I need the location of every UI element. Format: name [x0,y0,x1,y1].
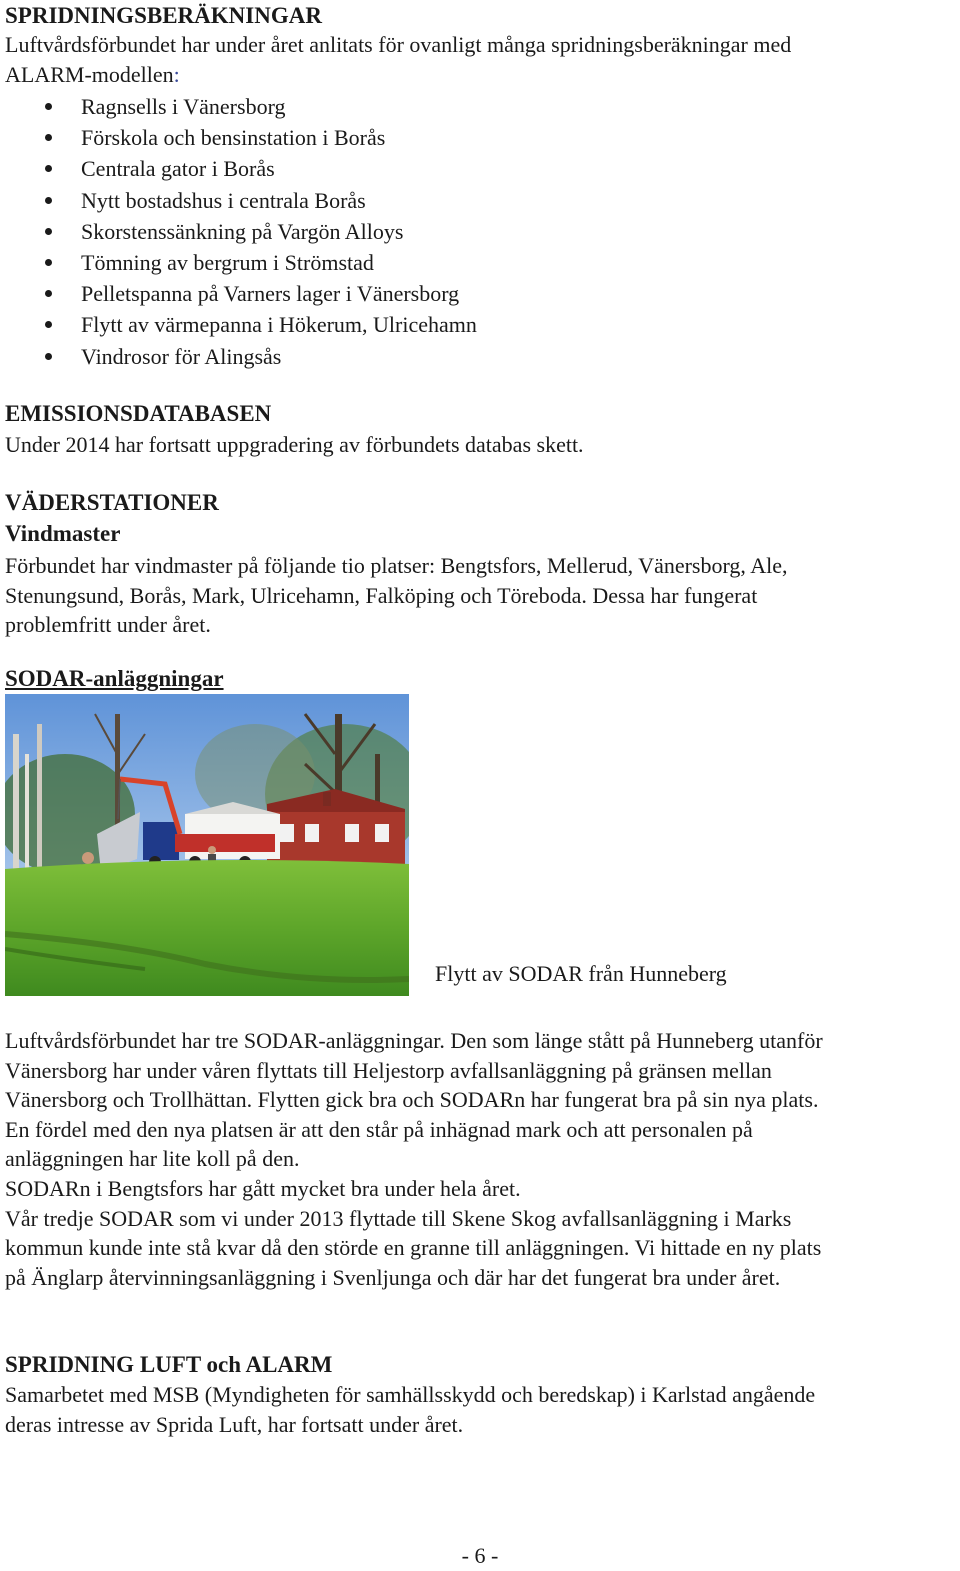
list-item-text: Ragnsells i Vänersborg [81,94,286,119]
sodar-section [5,665,224,693]
list-item [5,247,905,278]
alarm-section [5,1351,815,1439]
list-item-text: Pelletspanna på Varners lager i Vänersborg [81,281,460,307]
sodar-line-3: Vänersborg och Trollhättan. Flytten gick bra och SODARn har fungerat bra på sin nya plats. [5,1087,819,1113]
list-item [5,185,905,216]
vader-line-2: Stenungsund, Borås, Mark, Ulricehamn, Falköping och Töreboda. Dessa har fungerat [5,582,758,608]
page-number: - 6 - [461,1543,499,1568]
sodar-body [5,1026,823,1292]
list-item [5,216,905,247]
sodar-line-8: kommun kunde inte stå kvar då den störde en granne till anläggningen. Vi hittade en ny plats [5,1235,822,1261]
sodar-line-7: Vår tredje SODAR som vi under 2013 flyttade till Skene Skog avfallsanläggning i Marks [5,1205,792,1231]
sodar-photo [5,694,409,996]
bullet-icon [45,353,52,360]
emission-section [5,400,584,460]
spridning-intro-line-2: ALARM-modellen: [5,61,180,87]
bullet-icon [45,290,52,297]
vader-heading: VÄDERSTATIONER [5,490,219,515]
list-item-text: Nytt bostadshus i centrala Borås [81,187,366,213]
bullet-icon [45,321,52,328]
sodar-line-4: En fördel med den nya platsen är att den står på inhägnad mark och att personalen på [5,1116,753,1142]
bullet-icon [45,134,52,141]
sodar-line-2: Vänersborg har under våren flyttats till Heljestorp avfallsanläggning på gränsen mellan [5,1057,772,1083]
sodar-line-5: anläggningen har lite koll på den. [5,1146,300,1172]
alarm-heading: SPRIDNING LUFT och ALARM [5,1352,333,1377]
alarm-line-2: deras intresse av Sprida Luft, har fortsatt under året. [5,1411,464,1437]
sodar-line-9: på Änglarp återvinningsanläggning i Svenljunga och där har det fungerat bra under året. [5,1264,781,1290]
list-item-text: Skorstenssänkning på Vargön Alloys [81,218,404,244]
spridning-list [5,91,905,372]
list-item [5,309,905,340]
vader-section [5,489,787,640]
list-item [5,341,905,372]
emission-heading: EMISSIONSDATABASEN [5,401,272,426]
bullet-icon [45,259,52,266]
list-item-text: Centrala gator i Borås [81,156,275,182]
intro-colon: : [173,61,180,87]
sodar-photo-caption: Flytt av SODAR från Hunneberg [435,961,727,986]
sodar-line-1: Luftvårdsförbundet har tre SODAR-anläggningar. Den som länge stått på Hunneberg utanför [5,1028,823,1053]
list-item-text: Flytt av värmepanna i Hökerum, Ulricehamn [81,312,477,338]
bullet-icon [45,228,52,235]
spridning-intro-line-1: Luftvårdsförbundet har under året anlitats för ovanligt många spridningsberäkningar med [5,32,792,57]
list-item-text: Vindrosor för Alingsås [81,343,282,369]
alarm-line-1: Samarbetet med MSB (Myndigheten för samhällsskydd och beredskap) i Karlstad angående [5,1382,816,1407]
spridning-section [5,2,322,30]
list-item [5,153,905,184]
vindmaster-subheading: Vindmaster [5,521,121,546]
sodar-heading: SODAR-anläggningar [5,666,224,691]
list-item-text: Tömning av bergrum i Strömstad [81,249,374,275]
list-item [5,91,905,122]
sodar-line-6: SODARn i Bengtsfors har gått mycket bra under hela året. [5,1175,521,1201]
vader-line-1: Förbundet har vindmaster på följande tio platser: Bengtsfors, Mellerud, Vänersborg, Ale, [5,553,788,578]
vader-line-3: problemfritt under året. [5,612,211,638]
list-item [5,122,905,153]
spridning-heading: SPRIDNINGSBERÄKNINGAR [5,3,322,28]
list-item-text: Förskola och bensinstation i Borås [81,125,386,151]
bullet-icon [45,103,52,110]
bullet-icon [45,165,52,172]
spridning-intro [5,30,791,89]
bullet-icon [45,197,52,204]
emission-text: Under 2014 har fortsatt uppgradering av förbundets databas skett. [5,432,584,457]
sodar-photo-image [5,694,409,996]
list-item [5,278,905,309]
